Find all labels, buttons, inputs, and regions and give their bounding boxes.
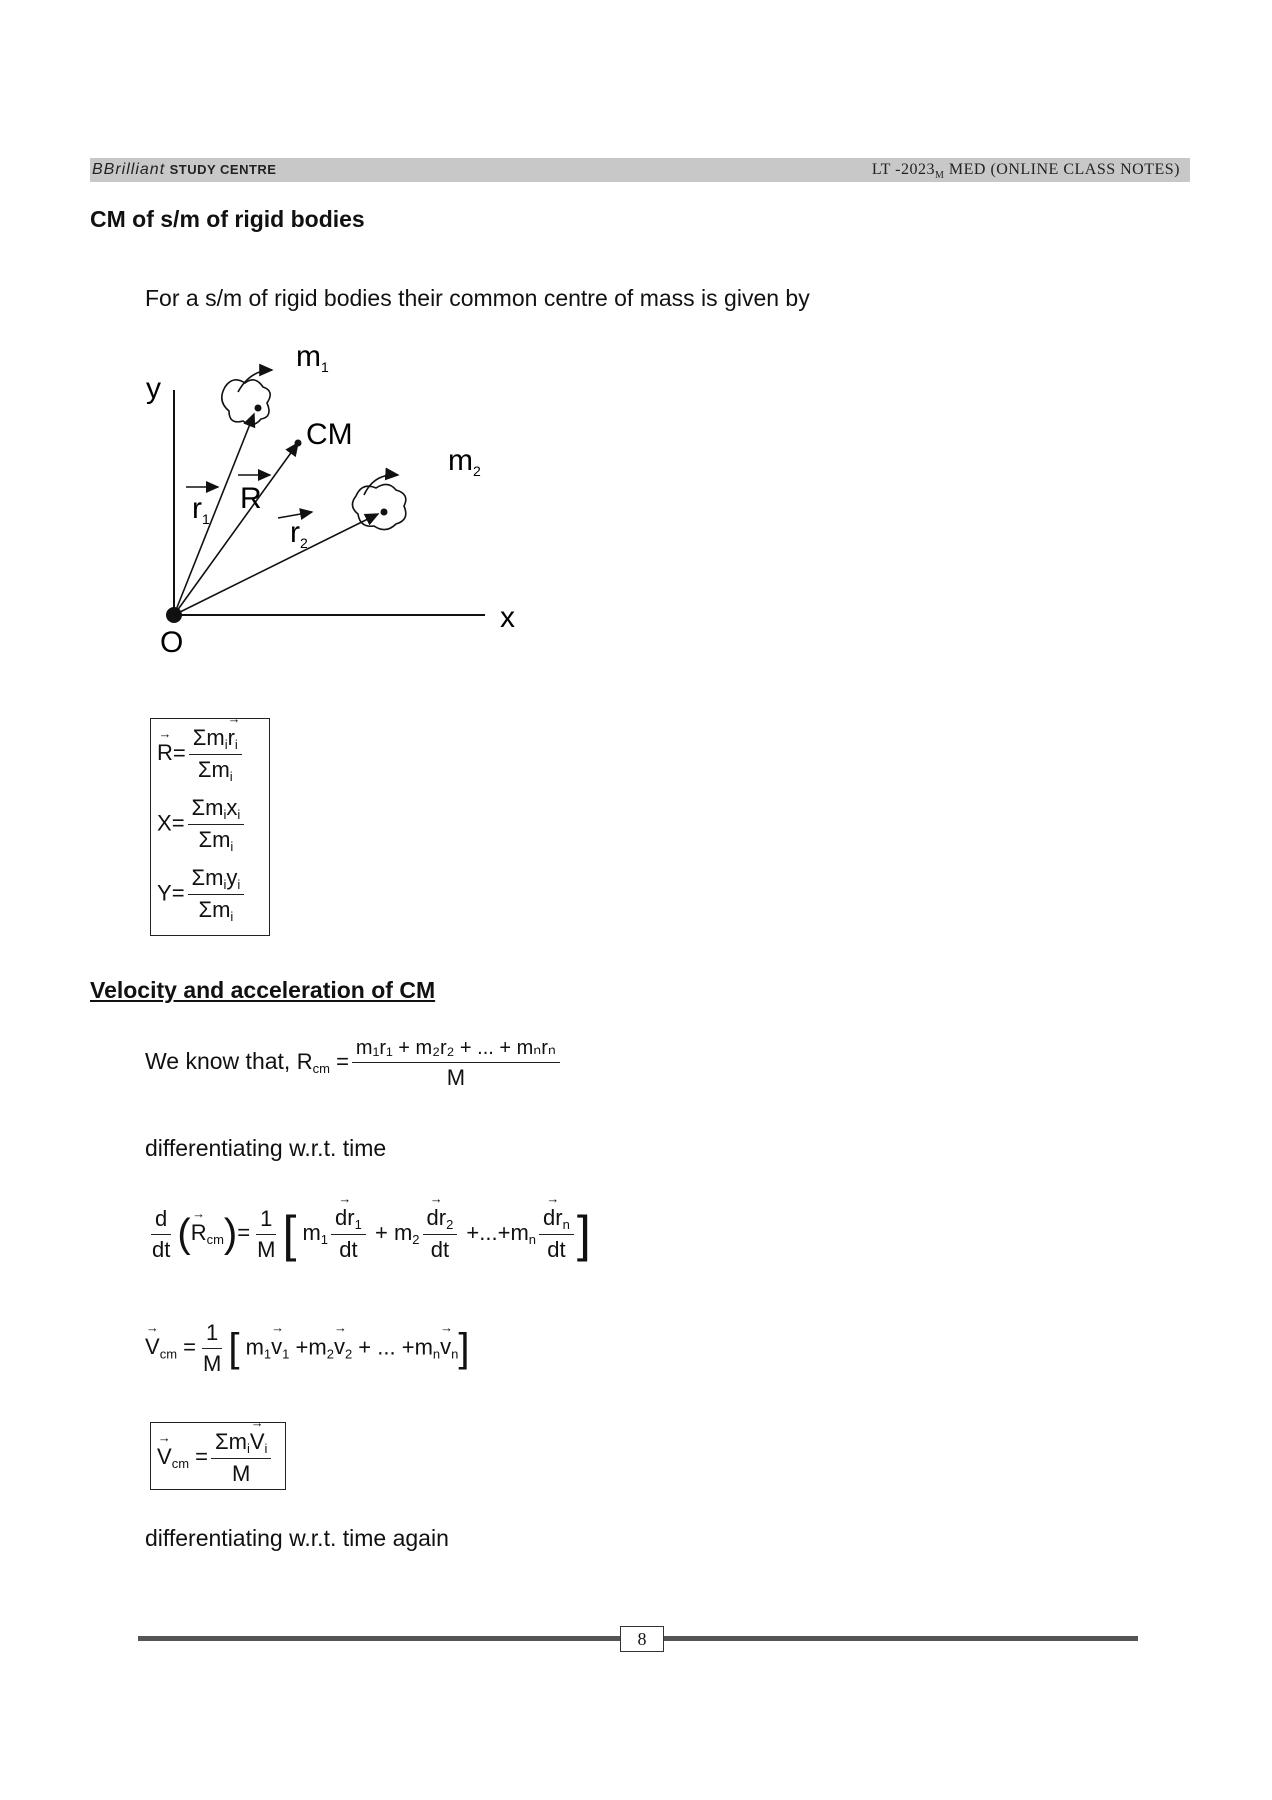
derivative-equation: $\frac{d}{dt}$ (→ Rcm)= $\frac{1}{M}$ [ m1 → $\frac{dr1}{dt}$ + m2 → $\frac{dr2}{dt}$ +...+mn → $\frac{\text{drn}}{dt}$ ] xyxy=(145,1205,591,1263)
rcm-equation: We know that, Rcm = $\frac{\text{m₁r₁ + m₂r₂ + ... + mₙrₙ}}{M}$ xyxy=(145,1035,563,1091)
m2-label: $m_2$ xyxy=(448,444,481,479)
x-label: x xyxy=(500,601,515,634)
page-number: 8 xyxy=(620,1626,664,1652)
y-label: y xyxy=(146,372,161,405)
header-title: LT $-2023_M$ MED (ONLINE CLASS NOTES) xyxy=(871,161,1180,182)
section-title-velocity: Velocity and acceleration of CM xyxy=(90,977,436,1003)
section-title-cm-rigid: CM of s/m of rigid bodies xyxy=(90,206,365,232)
formula-R: → R= $\frac{\text{Σmi→ ri}}{\text{Σmi}}$ xyxy=(157,725,245,784)
formula-Y: Y= $\frac{\text{Σmiyi}}{\text{Σmi}}$ xyxy=(157,865,247,924)
vector-R xyxy=(174,443,298,615)
vcm-formula-box: → Vcm = $\frac{\text{Σmi→ Vi}}{M}$ xyxy=(150,1422,286,1490)
cm-formula-box xyxy=(150,718,270,936)
body1-centre xyxy=(255,405,262,412)
body2-centre xyxy=(381,509,388,516)
r1-label: $r_1$ xyxy=(192,492,210,527)
cm-dot xyxy=(295,440,302,447)
cm-label: CM xyxy=(306,418,353,451)
differentiating-text: differentiating w.r.t. time xyxy=(145,1135,387,1161)
formula-X: X= $\frac{\text{Σmixi}}{\text{Σmi}}$ xyxy=(157,795,247,854)
cm-diagram xyxy=(130,340,550,670)
brand-name: BBrilliant STUDY CENTRE xyxy=(92,161,277,178)
differentiating-again-text: differentiating w.r.t. time again xyxy=(145,1525,449,1551)
vector-r2 xyxy=(174,514,378,615)
R-label: R xyxy=(240,482,262,515)
intro-text: For a s/m of rigid bodies their common centre of mass is given by xyxy=(145,285,810,311)
r2-label: $r_2$ xyxy=(290,516,308,551)
rigid-body-1 xyxy=(222,380,270,425)
origin-label: O xyxy=(160,626,184,659)
vcm-expanded-equation: → Vcm = $\frac{1}{M}$ [ m1→ v1 +m2→ v2 + ... +mn→ vn] xyxy=(145,1320,469,1377)
m1-label: $m_1$ xyxy=(296,340,329,375)
